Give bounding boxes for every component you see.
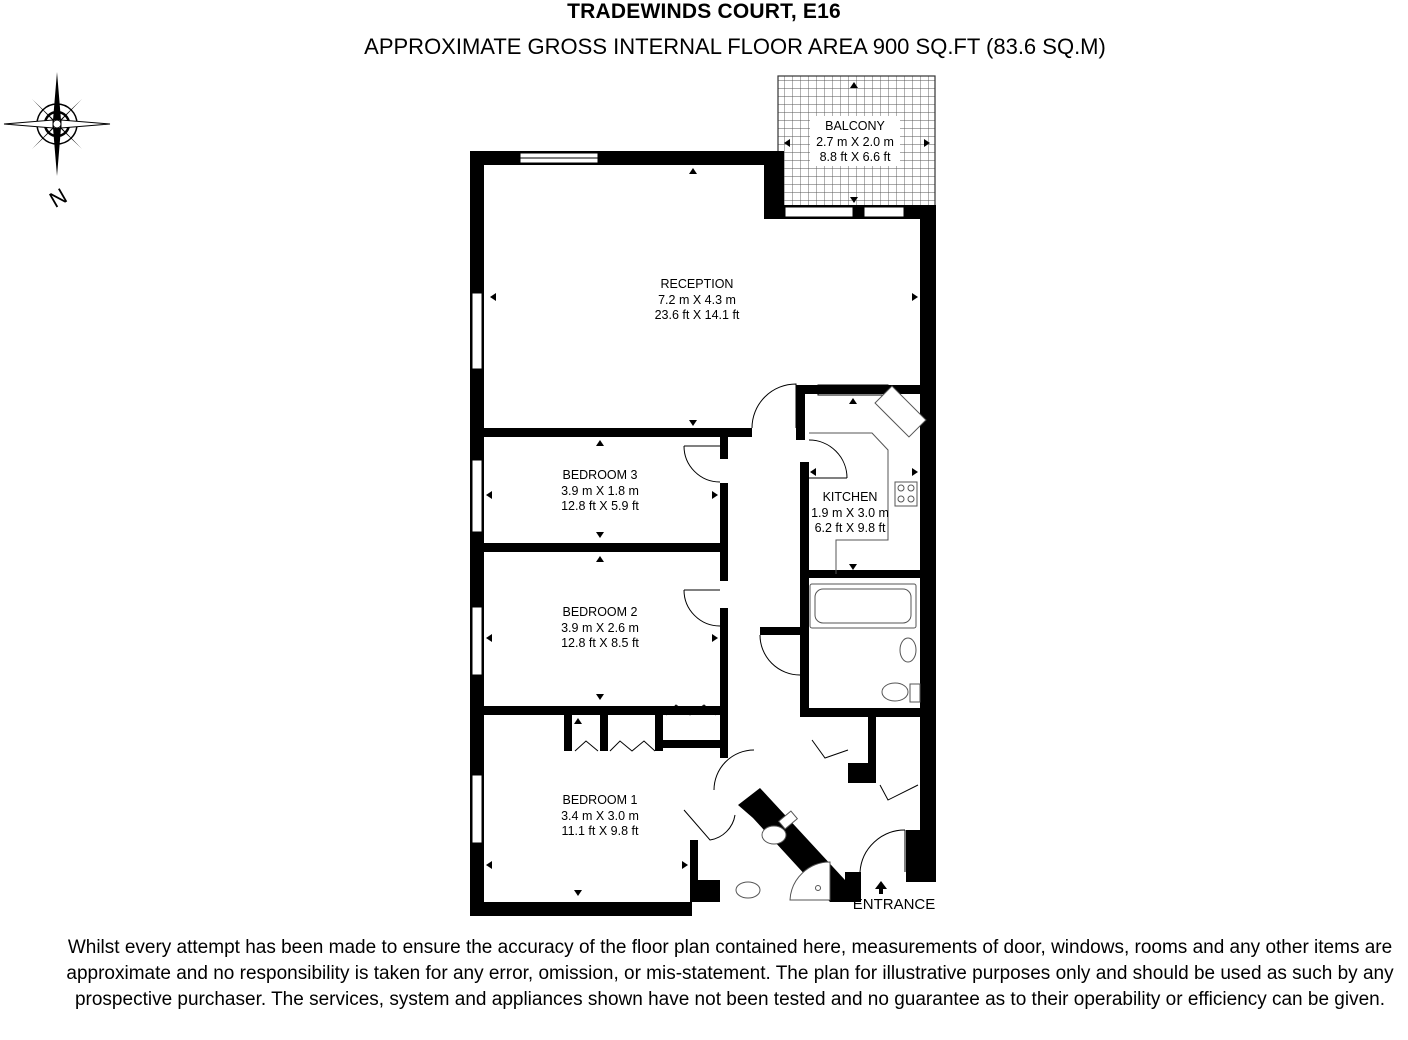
kitchen-name: KITCHEN [822,490,878,504]
interior-walls [484,385,922,902]
kitchen-metric: 1.9 m X 3.0 m [811,506,889,520]
entrance-label: ENTRANCE [852,896,936,913]
compass-north-label: N [44,183,72,213]
bedroom2-name: BEDROOM 2 [562,605,638,619]
kitchen-imperial: 6.2 ft X 9.8 ft [814,521,886,535]
balcony-metric: 2.7 m X 2.0 m [816,135,894,149]
compass-rose-icon [4,72,110,213]
page-title: TRADEWINDS COURT, E16 [567,0,841,23]
reception-imperial: 23.6 ft X 14.1 ft [654,308,740,322]
bedroom1-imperial: 11.1 ft X 9.8 ft [561,824,639,838]
reception-name: RECEPTION [660,277,734,291]
bedroom3-metric: 3.9 m X 1.8 m [561,484,639,498]
reception-metric: 7.2 m X 4.3 m [658,293,736,307]
disclaimer-text: Whilst every attempt has been made to ensure the accuracy of the floor plan contained here, measurements of door, windows, rooms and any other items are approximate and no responsibility is taken for any error, omission, or mis-statement. The plan for illustrative purposes only and should be used as such by any prospective purchaser. The services, system and appliances shown have not been tested and no guarantee as to their operability or efficiency can be given. [66,937,1394,1010]
bedroom3-imperial: 12.8 ft X 5.9 ft [561,499,639,513]
bedroom2-metric: 3.9 m X 2.6 m [561,621,639,635]
kitchen-counter [809,386,926,574]
bedroom1-metric: 3.4 m X 3.0 m [561,809,639,823]
bedroom3-name: BEDROOM 3 [562,468,638,482]
bedroom1-name: BEDROOM 1 [562,793,638,807]
floor-area-subtitle: APPROXIMATE GROSS INTERNAL FLOOR AREA 900 SQ.FT (83.6 SQ.M) [364,34,1106,59]
bedroom2-imperial: 12.8 ft X 8.5 ft [561,636,639,650]
balcony-name: BALCONY [825,119,885,133]
balcony-imperial: 8.8 ft X 6.6 ft [819,150,891,164]
